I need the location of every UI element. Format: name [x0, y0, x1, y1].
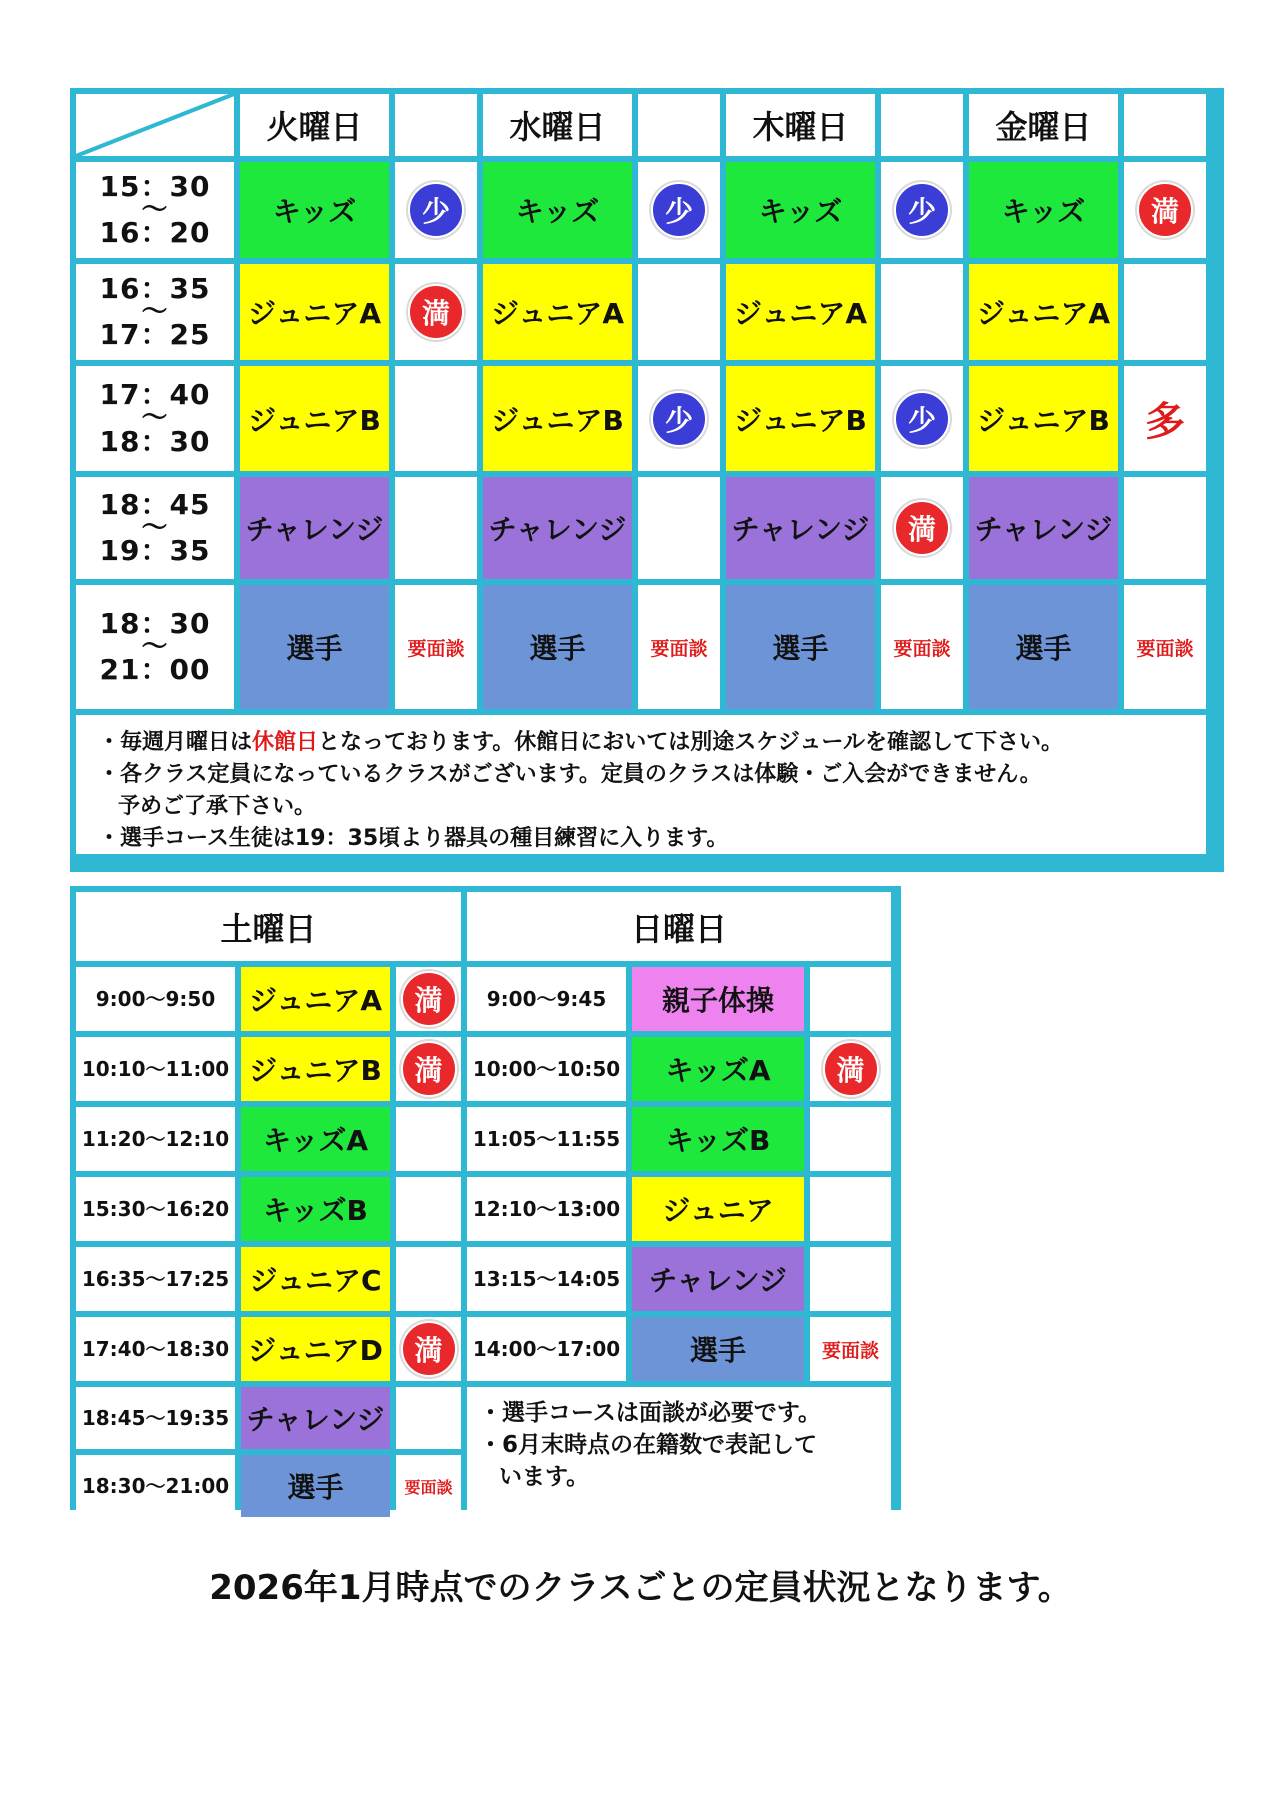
- class-cell: キッズ: [726, 162, 875, 258]
- status-cell: [638, 162, 720, 258]
- time-tilde: 〜: [141, 194, 169, 225]
- status-cell: [396, 1455, 461, 1517]
- class-cell: 選手: [632, 1317, 804, 1381]
- class-cell: キッズA: [632, 1037, 804, 1101]
- class-cell: ジュニアB: [969, 366, 1118, 471]
- time-slot: [76, 585, 234, 709]
- status-cell: [395, 264, 477, 360]
- time-tilde: 〜: [141, 631, 169, 662]
- status-cell: [881, 585, 963, 709]
- class-cell: チャレンジ: [632, 1247, 804, 1311]
- class-cell: キッズB: [632, 1107, 804, 1171]
- time-slot: 10:10〜11:00: [76, 1037, 235, 1101]
- time-end: 17：25: [99, 318, 211, 352]
- full-badge: 満: [401, 1041, 457, 1097]
- class-cell: ジュニアB: [726, 366, 875, 471]
- note-line: [98, 727, 1063, 759]
- time-start: 18：45: [99, 487, 211, 521]
- day-header: 木曜日: [726, 94, 875, 156]
- status-cell: [1124, 264, 1206, 360]
- full-badge: 満: [894, 500, 950, 556]
- time-slot: 13:15〜14:05: [467, 1247, 626, 1311]
- class-cell: ジュニアB: [483, 366, 632, 471]
- interview-required-label: 要面談: [404, 1477, 453, 1497]
- status-cell: [881, 366, 963, 471]
- few-badge: 少: [894, 182, 950, 238]
- day-header-spacer: [638, 94, 720, 156]
- status-cell: [395, 477, 477, 579]
- status-cell: [810, 1247, 891, 1311]
- class-cell: チャレンジ: [726, 477, 875, 579]
- time-slot: 16:35〜17:25: [76, 1247, 235, 1311]
- class-cell: ジュニアA: [969, 264, 1118, 360]
- status-cell: [881, 477, 963, 579]
- note-line: ・選手コース生徒は19：35頃より器具の種目練習に入ります。: [98, 825, 729, 851]
- time-slot: [76, 477, 234, 579]
- status-cell: [396, 1247, 461, 1311]
- time-end: 18：30: [99, 424, 211, 458]
- sunday-notes: [467, 1387, 891, 1517]
- status-cell: [1124, 366, 1206, 471]
- weekday-schedule-table: [70, 88, 1224, 872]
- status-cell: [396, 1387, 461, 1449]
- status-cell: [810, 1107, 891, 1171]
- class-cell: キッズA: [241, 1107, 390, 1171]
- status-cell: [881, 162, 963, 258]
- time-slot: 10:00〜10:50: [467, 1037, 626, 1101]
- status-cell: [396, 1177, 461, 1241]
- status-cell: [810, 1317, 891, 1381]
- interview-required-label: 要面談: [893, 637, 951, 660]
- note-text: ・毎週月曜日は: [98, 730, 253, 755]
- status-cell: [810, 1037, 891, 1101]
- closed-day-highlight: 休館日: [252, 730, 319, 755]
- weekend-schedule-table: [70, 886, 901, 1510]
- status-cell: [1124, 585, 1206, 709]
- class-cell: チャレンジ: [240, 477, 389, 579]
- status-cell: [396, 1107, 461, 1171]
- status-cell: [396, 1317, 461, 1381]
- class-cell: ジュニアA: [726, 264, 875, 360]
- status-cell: [638, 366, 720, 471]
- time-end: 16：20: [99, 216, 211, 250]
- class-cell: 選手: [241, 1455, 390, 1517]
- class-cell: ジュニアA: [240, 264, 389, 360]
- few-badge: 少: [894, 391, 950, 447]
- day-header-spacer: [1124, 94, 1206, 156]
- sunday-header: 日曜日: [467, 892, 891, 961]
- time-slot: 9:00〜9:50: [76, 967, 235, 1031]
- note-line: ・各クラス定員になっているクラスがございます。定員のクラスは体験・ご入会ができません。: [98, 761, 1042, 787]
- day-header: 水曜日: [483, 94, 632, 156]
- interview-required-label: 要面談: [650, 637, 708, 660]
- status-cell: [810, 967, 891, 1031]
- class-cell: 選手: [483, 585, 632, 709]
- footer-note: 2026年1月時点でのクラスごとの定員状況となります。: [209, 1568, 1072, 1608]
- time-slot: [76, 366, 234, 471]
- day-header: 金曜日: [969, 94, 1118, 156]
- diagonal-line: [76, 94, 234, 156]
- time-start: 17：40: [99, 378, 211, 412]
- time-start: 16：35: [99, 271, 211, 305]
- class-cell: チャレンジ: [483, 477, 632, 579]
- note-line: ・6月末時点の在籍数で表記して: [479, 1432, 818, 1459]
- class-cell: キッズ: [240, 162, 389, 258]
- few-badge: 少: [408, 182, 464, 238]
- time-start: 18：30: [99, 606, 211, 640]
- time-slot: [76, 264, 234, 360]
- status-cell: [638, 585, 720, 709]
- time-start: 15：30: [99, 169, 211, 203]
- few-badge: 少: [651, 182, 707, 238]
- time-slot: 11:20〜12:10: [76, 1107, 235, 1171]
- full-badge: 満: [401, 971, 457, 1027]
- time-slot: 12:10〜13:00: [467, 1177, 626, 1241]
- class-cell: キッズB: [241, 1177, 390, 1241]
- corner-cell: [76, 94, 234, 156]
- status-cell: [638, 264, 720, 360]
- class-cell: キッズ: [483, 162, 632, 258]
- few-badge: 少: [651, 391, 707, 447]
- class-cell: ジュニアA: [483, 264, 632, 360]
- status-cell: [810, 1177, 891, 1241]
- status-cell: [396, 967, 461, 1031]
- class-cell: チャレンジ: [241, 1387, 390, 1449]
- status-cell: [396, 1037, 461, 1101]
- note-line: 予めご了承下さい。: [118, 793, 317, 819]
- class-cell: ジュニアB: [241, 1037, 390, 1101]
- class-cell: ジュニアA: [241, 967, 390, 1031]
- class-cell: ジュニアC: [241, 1247, 390, 1311]
- time-slot: 17:40〜18:30: [76, 1317, 235, 1381]
- day-header-spacer: [395, 94, 477, 156]
- note-line: います。: [499, 1464, 590, 1491]
- status-cell: [881, 264, 963, 360]
- class-cell: 選手: [240, 585, 389, 709]
- time-tilde: 〜: [141, 403, 169, 434]
- time-end: 19：35: [99, 534, 211, 568]
- note-text: となっております。休館日においては別途スケジュールを確認して下さい。: [318, 730, 1063, 755]
- status-cell: [1124, 477, 1206, 579]
- time-slot: 11:05〜11:55: [467, 1107, 626, 1171]
- full-badge: 満: [823, 1041, 879, 1097]
- full-badge: 満: [401, 1321, 457, 1377]
- many-label: 多: [1145, 399, 1185, 445]
- saturday-header: 土曜日: [76, 892, 461, 961]
- class-cell: 選手: [969, 585, 1118, 709]
- status-cell: [395, 366, 477, 471]
- time-slot: 14:00〜17:00: [467, 1317, 626, 1381]
- status-cell: [395, 585, 477, 709]
- time-end: 21：00: [99, 653, 211, 687]
- interview-required-label: 要面談: [407, 637, 465, 660]
- interview-required-label: 要面談: [1136, 637, 1194, 660]
- time-slot: 18:30〜21:00: [76, 1455, 235, 1517]
- status-cell: [395, 162, 477, 258]
- full-badge: 満: [1137, 182, 1193, 238]
- class-cell: キッズ: [969, 162, 1118, 258]
- full-badge: 満: [408, 284, 464, 340]
- time-slot: 15:30〜16:20: [76, 1177, 235, 1241]
- note-line: ・選手コースは面談が必要です。: [479, 1400, 822, 1426]
- weekday-notes: [76, 715, 1206, 854]
- status-cell: [638, 477, 720, 579]
- class-cell: ジュニア: [632, 1177, 804, 1241]
- class-cell: チャレンジ: [969, 477, 1118, 579]
- interview-required-label: 要面談: [821, 1339, 879, 1362]
- class-cell: ジュニアB: [240, 366, 389, 471]
- day-header-spacer: [881, 94, 963, 156]
- day-header: 火曜日: [240, 94, 389, 156]
- time-tilde: 〜: [141, 296, 169, 327]
- time-slot: 9:00〜9:45: [467, 967, 626, 1031]
- status-cell: [1124, 162, 1206, 258]
- time-tilde: 〜: [141, 512, 169, 543]
- time-slot: 18:45〜19:35: [76, 1387, 235, 1449]
- time-slot: [76, 162, 234, 258]
- class-cell: 親子体操: [632, 967, 804, 1031]
- class-cell: 選手: [726, 585, 875, 709]
- class-cell: ジュニアD: [241, 1317, 390, 1381]
